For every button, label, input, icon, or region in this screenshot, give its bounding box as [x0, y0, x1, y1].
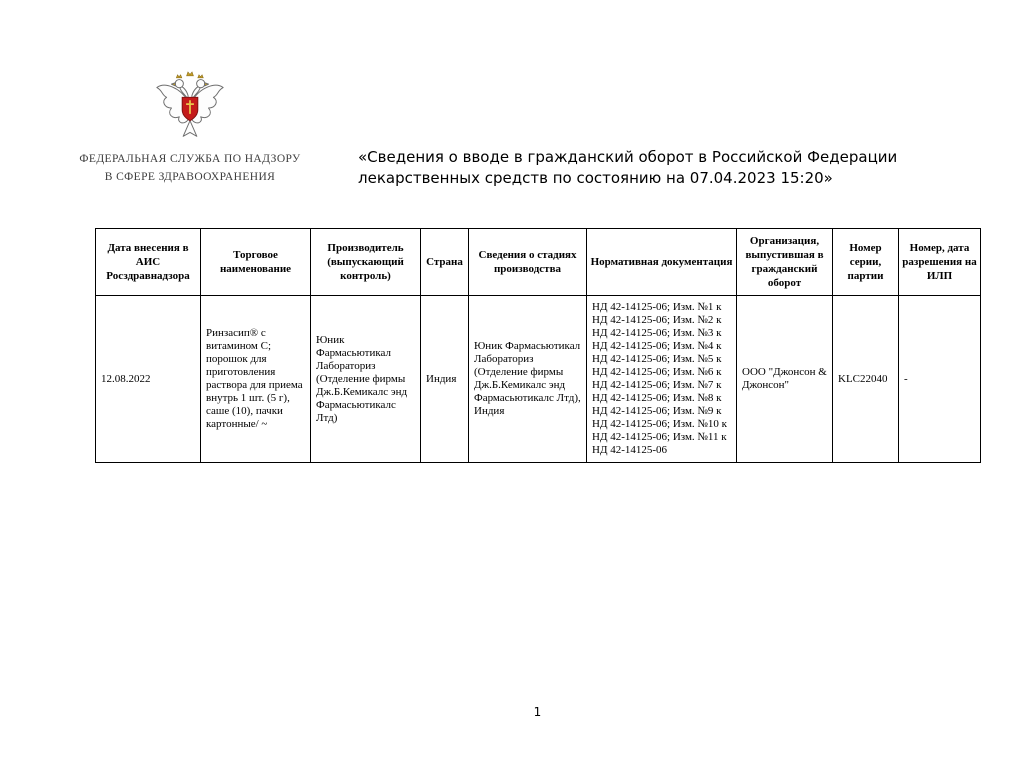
col-header-manufacturer: Производитель (выпускающий контроль)	[311, 229, 421, 296]
table-header-row	[96, 229, 981, 296]
cell-ilp-permit: -	[899, 296, 981, 463]
cell-production-stages: Юник Фармасьютикал Лабораториз (Отделение фирмы Дж.Б.Кемикалс энд Фармасьютикалс Лтд), Индия	[469, 296, 587, 463]
col-header-trade-name: Торговое наименование	[201, 229, 311, 296]
document-title: «Сведения о вводе в гражданский оборот в Российской Федерации лекарственных средств по состоянию на 07.04.2023 15:20»	[358, 148, 898, 187]
drug-circulation-table	[95, 228, 981, 463]
col-header-regulatory-docs: Нормативная документация	[587, 229, 737, 296]
cell-regulatory-docs: НД 42-14125-06; Изм. №1 к НД 42-14125-06; Изм. №2 к НД 42-14125-06; Изм. №3 к НД 42-14125-06; Изм. №4 к НД 42-14125-06; Изм. №5 к НД 42-14125-06; Изм. №6 к НД 42-14125-06; Изм. №7 к НД 42-14125-06; Изм. №8 к НД 42-14125-06; Изм. №9 к НД 42-14125-06; Изм. №10 к НД 42-14125-06; Изм. №11 к НД 42-14125-06	[587, 296, 737, 463]
col-header-batch-number: Номер серии, партии	[833, 229, 899, 296]
col-header-ilp-permit: Номер, дата разрешения на ИЛП	[899, 229, 981, 296]
cell-country: Индия	[421, 296, 469, 463]
cell-manufacturer: Юник Фармасьютикал Лабораториз (Отделение фирмы Дж.Б.Кемикалс энд Фармасьютикалс Лтд)	[311, 296, 421, 463]
col-header-entry-date: Дата внесения в АИС Росздравнадзора	[96, 229, 201, 296]
agency-name-line1: ФЕДЕРАЛЬНАЯ СЛУЖБА ПО НАДЗОРУ	[79, 153, 301, 165]
cell-entry-date: 12.08.2022	[96, 296, 201, 463]
page-number: 1	[533, 705, 542, 719]
col-header-production-stages: Сведения о стадиях производства	[469, 229, 587, 296]
cell-batch-number: KLC22040	[833, 296, 899, 463]
col-header-country: Страна	[421, 229, 469, 296]
col-header-releasing-organization: Организация, выпустившая в гражданский оборот	[737, 229, 833, 296]
table-row	[96, 296, 981, 463]
roszdravnadzor-emblem	[151, 70, 229, 150]
agency-name	[55, 150, 325, 186]
cell-trade-name: Ринзасип® с витамином C; порошок для приготовления раствора для приема внутрь 1 шт. (5 г), саше (10), пачки картонные/ ~	[201, 296, 311, 463]
agency-name-line2: В СФЕРЕ ЗДРАВООХРАНЕНИЯ	[104, 171, 276, 183]
cell-releasing-organization: ООО "Джонсон & Джонсон"	[737, 296, 833, 463]
